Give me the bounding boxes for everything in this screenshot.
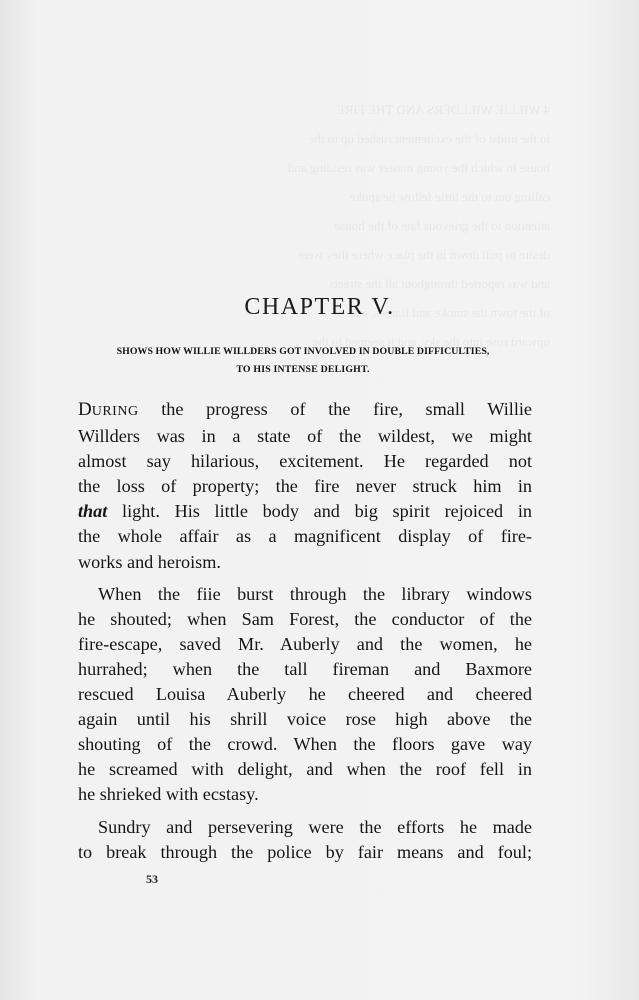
text-line: the loss of property; the fire never struck him in <box>78 476 532 497</box>
text-line <box>78 499 532 524</box>
page-number: 53 <box>146 872 158 886</box>
text-line: again until his shrill voice rose high above the <box>78 709 532 730</box>
text-run: light. His little body and big spirit rejoiced in <box>107 501 532 522</box>
text-line: shouting of the crowd. When the floors gave way <box>78 734 532 755</box>
bleed-line: in the midst of the excitement rushed up to the <box>308 131 550 146</box>
bleed-line: upward rose into the sky, and it seemed to the <box>312 334 550 349</box>
text-line: When the fiie burst through the library windows <box>98 583 532 604</box>
text-line: rescued Louisa Auberly he cheered and cheered <box>78 684 532 705</box>
chapter-body <box>78 397 532 865</box>
text-line: fire-escape, saved Mr. Auberly and the women, he <box>78 633 532 654</box>
bleed-line: desire to pull down in the place where they were <box>297 247 550 262</box>
text-line: the whole affair as a magnificent display of fire- <box>78 526 532 547</box>
text-line <box>78 397 532 424</box>
text-line: he shrieked with ecstasy. <box>78 784 259 805</box>
bleed-line: house in which the young master was residing and <box>287 160 550 175</box>
drop-cap: D <box>78 399 92 420</box>
text-line: Sundry and persevering were the efforts he made <box>98 816 532 837</box>
subtitle-line-1: SHOWS HOW WILLIE WILLDERS GOT INVOLVED IN DOUBLE DIFFICULTIES, <box>116 346 490 357</box>
bleed-line: attention to the grievous fate of the house <box>334 218 550 233</box>
small-caps-word: URING <box>91 404 139 419</box>
text-line: hurrahed; when the tall fireman and Baxmore <box>78 658 532 679</box>
bleed-line: 4 WILLIE WILLDERS AND THE FIRE <box>336 102 550 117</box>
subtitle-line-2: TO HIS INTENSE DELIGHT. <box>236 364 370 375</box>
text-line: almost say hilarious, excitement. He regarded not <box>78 451 532 472</box>
chapter-subtitle <box>74 343 532 379</box>
bleed-line: and was reported throughout all the streets <box>329 276 550 291</box>
text-line: he shouted; when Sam Forest, the conductor of the <box>78 608 532 629</box>
text-line: Willders was in a state of the wildest, we might <box>78 426 532 447</box>
bleed-line: calling out to the little fellow he spoke <box>349 189 550 204</box>
text-run: the progress of the fire, small Willie <box>138 399 532 419</box>
text-line: to break through the police by fair means and foul; <box>78 841 532 862</box>
chapter-title: CHAPTER V. <box>244 294 395 320</box>
italic-word: that <box>78 501 108 522</box>
text-line: works and heroism. <box>78 551 221 572</box>
text-line: he screamed with delight, and when the roof fell in <box>78 759 532 780</box>
bleed-line: of the town the smoke and flames, and so <box>334 305 550 320</box>
